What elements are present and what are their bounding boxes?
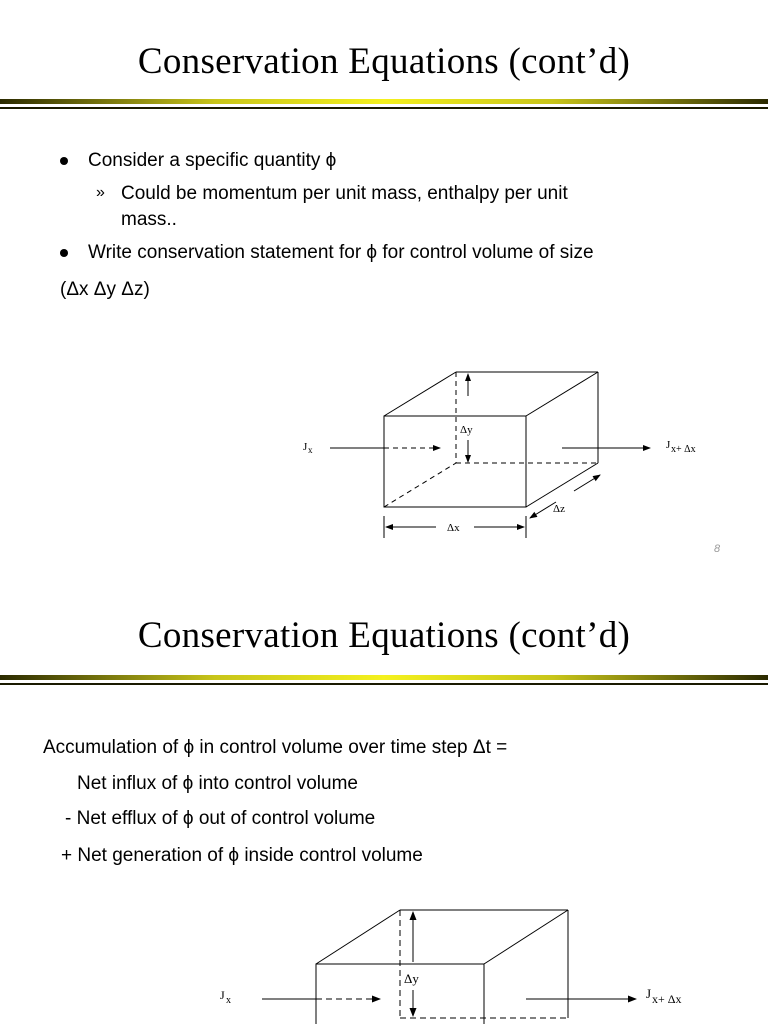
flux-in-label: J <box>220 988 225 1002</box>
bullet-item: Consider a specific quantity ϕ <box>88 150 337 171</box>
dx-label: Δx <box>447 522 460 534</box>
efflux-term: - Net efflux of ϕ out of control volume <box>65 808 376 829</box>
front-face <box>384 416 526 507</box>
flux-in-subscript: x <box>226 995 231 1006</box>
slide-title: Conservation Equations (cont’d) <box>137 41 631 82</box>
sub-bullet-item-continued: mass.. <box>121 209 177 230</box>
flux-in-subscript: x <box>308 445 313 455</box>
flux-out-subscript: x+ Δx <box>671 444 696 455</box>
page-number: 8 <box>714 543 721 555</box>
generation-term: + Net generation of ϕ inside control volume <box>61 845 423 866</box>
control-volume-size: (Δx Δy Δz) <box>60 279 150 300</box>
dz-label: Δz <box>553 503 565 515</box>
slide-title: Conservation Equations (cont’d) <box>137 615 631 656</box>
flux-out-label: J <box>646 986 652 1001</box>
control-volume-diagram <box>0 572 768 1024</box>
influx-term: Net influx of ϕ into control volume <box>77 773 358 794</box>
dy-label: Δy <box>460 424 473 436</box>
flux-out-label: J <box>666 439 671 451</box>
flux-out-subscript: x+ Δx <box>652 992 682 1006</box>
accumulation-statement: Accumulation of ϕ in control volume over time step Δt = <box>43 737 508 758</box>
slide-2 <box>0 572 768 1024</box>
sub-bullet-item: Could be momentum per unit mass, enthalpy per unit <box>121 183 568 204</box>
bullet-item: Write conservation statement for ϕ for control volume of size <box>88 242 594 263</box>
sub-bullet-marker: » <box>96 184 105 201</box>
dy-label: Δy <box>404 971 419 986</box>
flux-in-label: J <box>303 441 308 453</box>
